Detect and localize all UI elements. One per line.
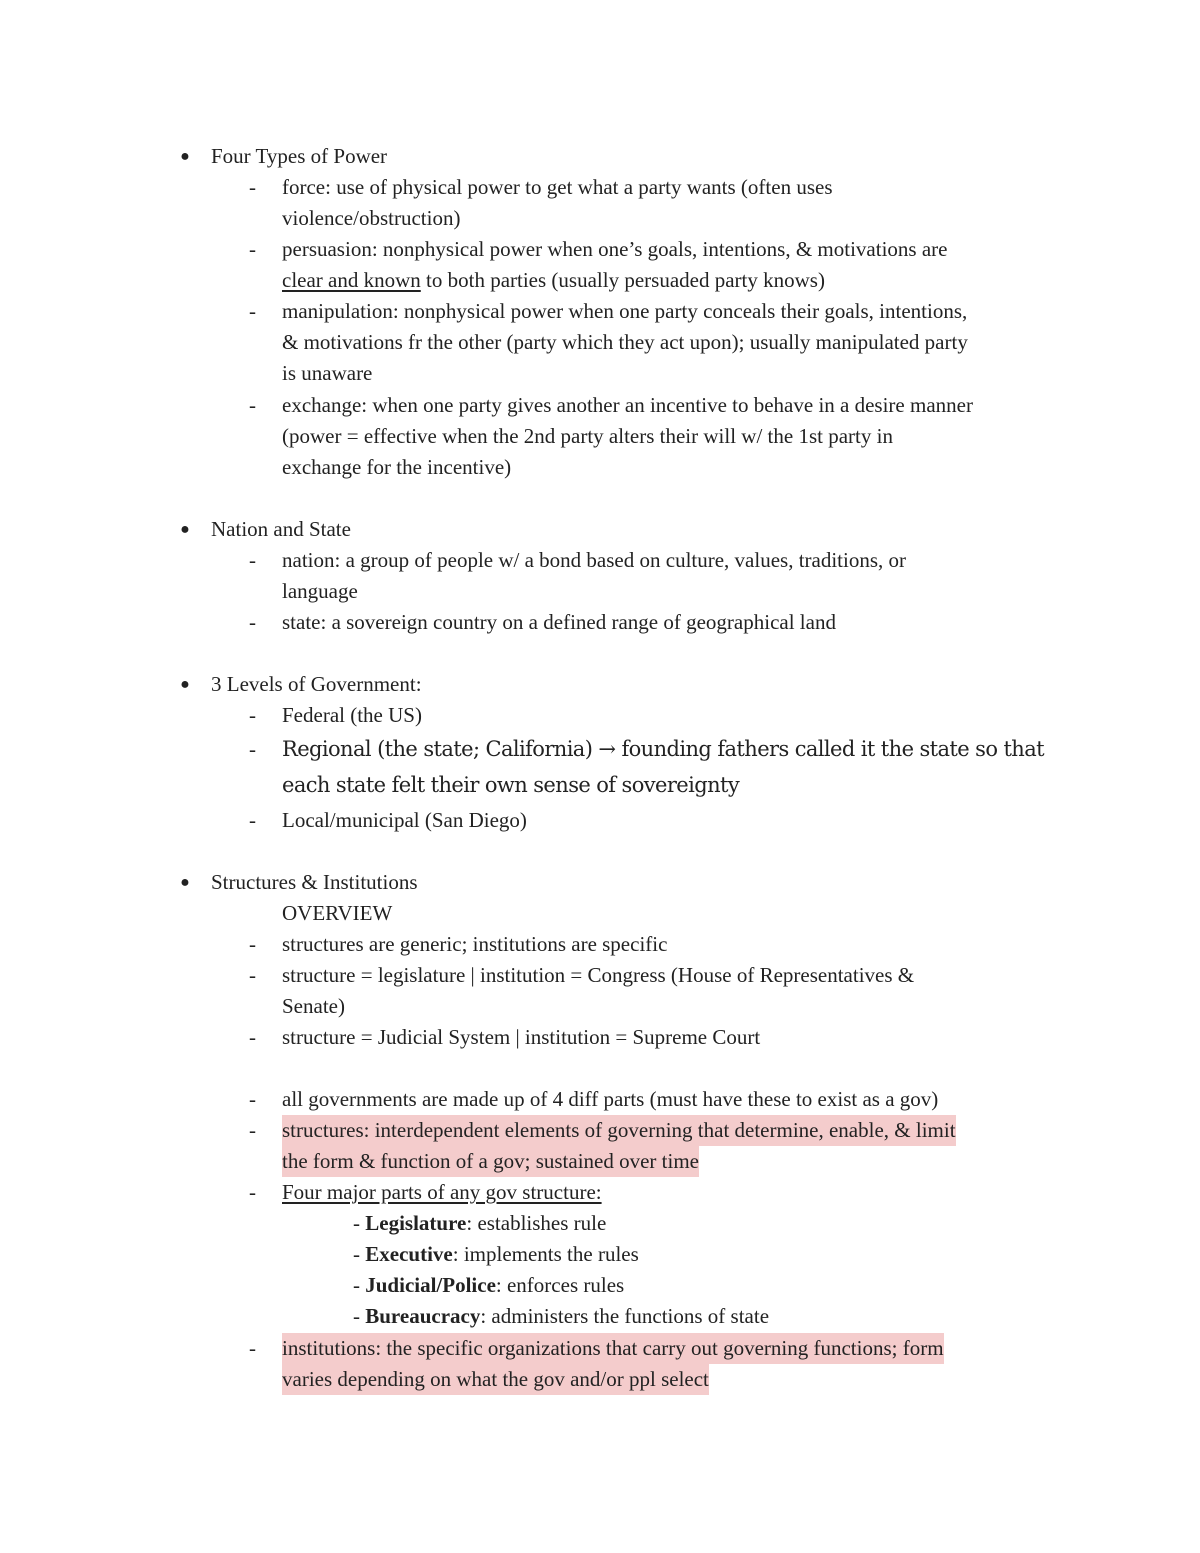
item-text: structure = Judicial System | institution = Supreme Court xyxy=(282,1025,761,1049)
dash-marker: - xyxy=(249,737,256,761)
section-heading: Four Types of Power xyxy=(211,144,388,168)
item-text: Federal (the US) xyxy=(282,703,422,727)
dash-marker: - xyxy=(249,1087,256,1111)
term: Bureaucracy xyxy=(365,1304,481,1328)
item-text: & motivations fr the other (party which they act upon); usually manipulated party xyxy=(282,330,968,354)
dash-marker: - xyxy=(249,1118,256,1142)
dash-marker: - xyxy=(249,1180,256,1204)
term-description: : enforces rules xyxy=(495,1273,625,1297)
dash-marker: - xyxy=(249,1025,256,1049)
item-text: all governments are made up of 4 diff parts (must have these to exist as a gov) xyxy=(282,1087,939,1111)
dash-marker: - xyxy=(249,299,256,323)
item-text: (power = effective when the 2nd party alters their will w/ the 1st party in xyxy=(282,424,893,448)
dash-marker: - xyxy=(249,1336,256,1360)
underlined-text: Four major parts of any gov structure: xyxy=(282,1180,602,1204)
dash-marker: - xyxy=(249,237,256,261)
item-text: exchange: when one party gives another an incentive to behave in a desire manner xyxy=(282,393,973,417)
section-heading: Structures & Institutions xyxy=(211,870,418,894)
sub-item-text xyxy=(353,1239,639,1270)
highlighted-text: structures: interdependent elements of governing that determine, enable, & limit xyxy=(282,1115,956,1146)
item-text: each state felt their own sense of sovereignty xyxy=(282,773,740,797)
section-heading: 3 Levels of Government: xyxy=(211,672,422,696)
item-text: nation: a group of people w/ a bond based on culture, values, traditions, or xyxy=(282,548,907,572)
dash-marker: - xyxy=(249,932,256,956)
bullet-icon: ● xyxy=(180,874,190,891)
item-text: to both parties (usually persuaded party knows) xyxy=(420,268,825,292)
section-heading: Nation and State xyxy=(211,517,351,541)
item-text: language xyxy=(282,579,358,603)
overview-label: OVERVIEW xyxy=(282,901,393,925)
dash-marker: - xyxy=(353,1273,366,1297)
item-text: state: a sovereign country on a defined range of geographical land xyxy=(282,610,836,634)
dash-marker: - xyxy=(249,175,256,199)
item-text: manipulation: nonphysical power when one party conceals their goals, intentions, xyxy=(282,299,968,323)
highlighted-text: the form & function of a gov; sustained over time xyxy=(282,1146,699,1177)
term-description: : implements the rules xyxy=(452,1242,639,1266)
sub-item-text xyxy=(353,1270,624,1301)
sub-item-text xyxy=(353,1208,606,1239)
item-text: structure = legislature | institution = Congress (House of Representatives & xyxy=(282,963,915,987)
item-text: is unaware xyxy=(282,361,373,385)
item-text: force: use of physical power to get what a party wants (often uses xyxy=(282,175,833,199)
bullet-icon: ● xyxy=(180,521,190,538)
item-text: Regional (the state; California) → founding fathers called it the state so that xyxy=(282,737,1044,761)
item-text: exchange for the incentive) xyxy=(282,455,512,479)
highlighted-text: institutions: the specific organizations that carry out governing functions; form xyxy=(282,1333,944,1364)
highlighted-text: varies depending on what the gov and/or ppl select xyxy=(282,1364,709,1395)
term: Legislature xyxy=(365,1211,467,1235)
bullet-icon: ● xyxy=(180,676,190,693)
dash-marker: - xyxy=(249,808,256,832)
dash-marker: - xyxy=(249,963,256,987)
dash-marker: - xyxy=(353,1304,366,1328)
sub-item-text xyxy=(353,1301,769,1332)
dash-marker: - xyxy=(249,703,256,727)
term: Judicial/Police xyxy=(365,1273,496,1297)
item-text: persuasion: nonphysical power when one’s goals, intentions, & motivations are xyxy=(282,237,948,261)
dash-marker: - xyxy=(249,393,256,417)
term-description: : administers the functions of state xyxy=(480,1304,770,1328)
item-text: structures are generic; institutions are specific xyxy=(282,932,668,956)
item-text: violence/obstruction) xyxy=(282,206,461,230)
item-text: Senate) xyxy=(282,994,345,1018)
dash-marker: - xyxy=(353,1242,366,1266)
dash-marker: - xyxy=(353,1211,366,1235)
dash-marker: - xyxy=(249,548,256,572)
term-description: : establishes rule xyxy=(466,1211,607,1235)
bullet-icon: ● xyxy=(180,148,190,165)
underlined-text: clear and known xyxy=(282,268,421,292)
item-text-mixed xyxy=(282,265,825,296)
item-text: Local/municipal (San Diego) xyxy=(282,808,527,832)
term: Executive xyxy=(365,1242,453,1266)
dash-marker: - xyxy=(249,610,256,634)
